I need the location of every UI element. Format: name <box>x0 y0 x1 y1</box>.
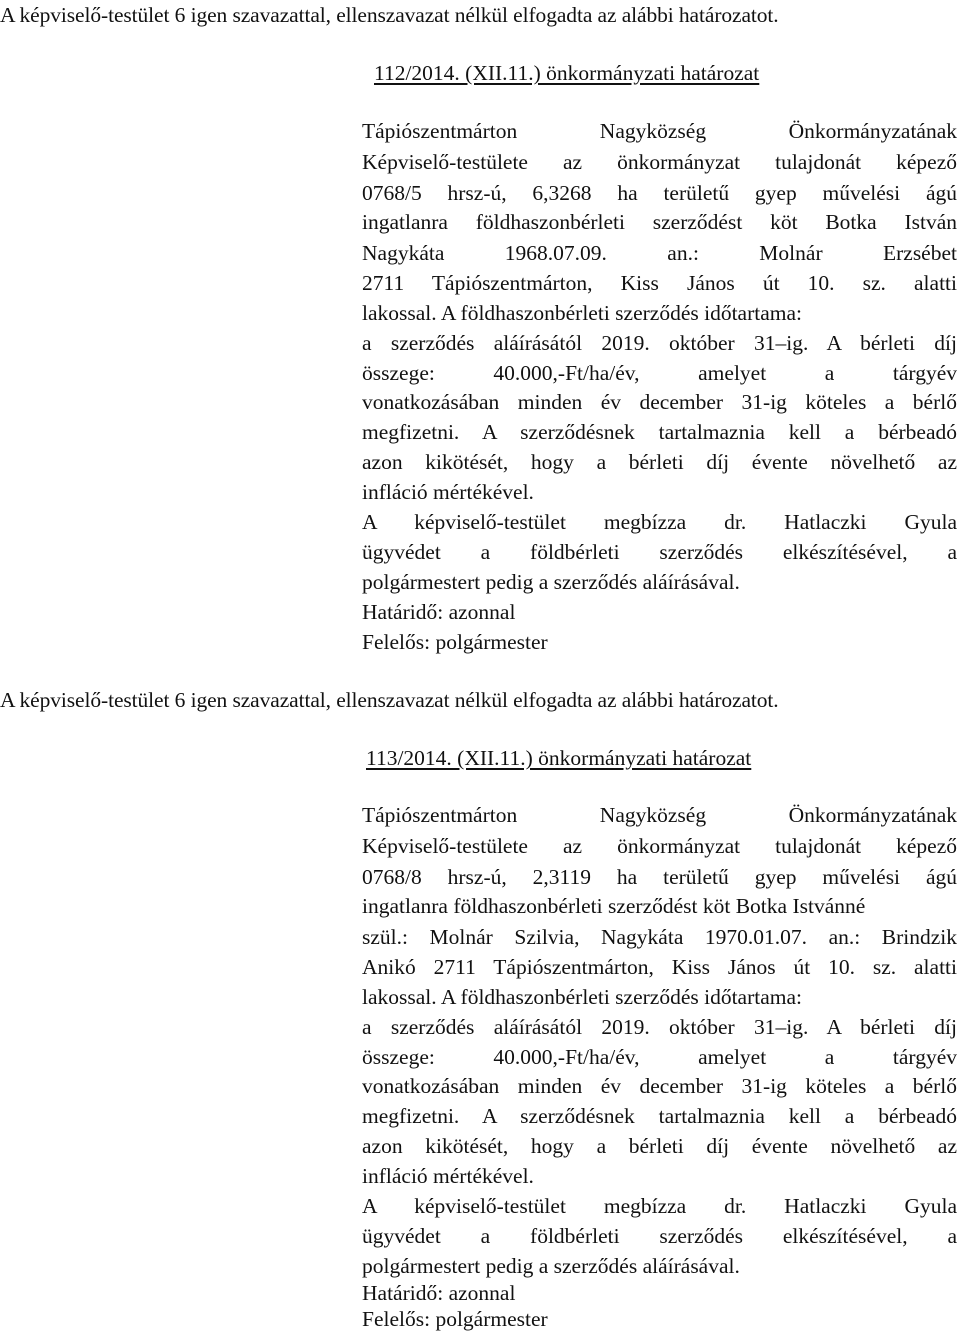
resolution-line: Képviselő-testülete az önkormányzat tulajdonát képező <box>362 834 957 858</box>
resolution-line: infláció mértékével. <box>362 1164 534 1188</box>
resolution-line: Anikó 2711 Tápiószentmárton, Kiss János út 10. sz. alatti <box>362 955 957 979</box>
resolution-line: A képviselő-testület megbízza dr. Hatlaczki Gyula <box>362 1194 957 1218</box>
resolution-line: ingatlanra földhaszonbérleti szerződést köt Botka Istvánné <box>362 894 866 918</box>
resolution-line: a szerződés aláírásától 2019. október 31–ig. A bérleti díj <box>362 331 957 355</box>
resolution-line: szül.: Molnár Szilvia, Nagykáta 1970.01.07. an.: Brindzik <box>362 925 957 949</box>
resolution-line: megfizetni. A szerződésnek tartalmaznia kell a bérbeadó <box>362 420 957 444</box>
resolution-line: a szerződés aláírásától 2019. október 31–ig. A bérleti díj <box>362 1015 957 1039</box>
resolution-line: 0768/5 hrsz-ú, 6,3268 ha területű gyep művelési ágú <box>362 181 957 205</box>
resolution-line: összege: 40.000,-Ft/ha/év, amelyet a tárgyév <box>362 361 957 385</box>
resolution-line: megfizetni. A szerződésnek tartalmaznia kell a bérbeadó <box>362 1104 957 1128</box>
resolution-line: 0768/8 hrsz-ú, 2,3119 ha területű gyep művelési ágú <box>362 865 957 889</box>
vote-statement: A képviselő-testület 6 igen szavazattal, ellenszavazat nélkül elfogadta az alábbi határozatot. <box>0 3 779 27</box>
resolution-line: Nagykáta 1968.07.09. an.: Molnár Erzsébet <box>362 241 957 265</box>
deadline-line: Határidő: azonnal <box>362 600 516 624</box>
resolution-title: 112/2014. (XII.11.) önkormányzati határozat <box>374 61 760 85</box>
resolution-line: A képviselő-testület megbízza dr. Hatlaczki Gyula <box>362 510 957 534</box>
resolution-line: vonatkozásában minden év december 31-ig köteles a bérlő <box>362 390 957 414</box>
resolution-line: 2711 Tápiószentmárton, Kiss János út 10. sz. alatti <box>362 271 957 295</box>
resolution-title: 113/2014. (XII.11.) önkormányzati határozat <box>366 746 752 770</box>
resolution-line: polgármestert pedig a szerződés aláírásával. <box>362 570 740 594</box>
responsible-line: Felelős: polgármester <box>362 630 548 654</box>
resolution-line: Képviselő-testülete az önkormányzat tulajdonát képező <box>362 150 957 174</box>
resolution-line: Tápiószentmárton Nagyközség Önkormányzatának <box>362 119 957 143</box>
responsible-line: Felelős: polgármester <box>362 1307 548 1331</box>
deadline-line: Határidő: azonnal <box>362 1281 516 1305</box>
resolution-line: összege: 40.000,-Ft/ha/év, amelyet a tárgyév <box>362 1045 957 1069</box>
resolution-line: azon kikötését, hogy a bérleti díj évente növelhető az <box>362 1134 957 1158</box>
vote-statement: A képviselő-testület 6 igen szavazattal, ellenszavazat nélkül elfogadta az alábbi határozatot. <box>0 688 779 712</box>
resolution-line: infláció mértékével. <box>362 480 534 504</box>
resolution-line: ingatlanra földhaszonbérleti szerződést köt Botka István <box>362 210 957 234</box>
resolution-line: azon kikötését, hogy a bérleti díj évente növelhető az <box>362 450 957 474</box>
resolution-line: lakossal. A földhaszonbérleti szerződés időtartama: <box>362 301 803 325</box>
resolution-line: ügyvédet a földbérleti szerződés elkészítésével, a <box>362 540 957 564</box>
resolution-line: lakossal. A földhaszonbérleti szerződés időtartama: <box>362 985 803 1009</box>
resolution-line: vonatkozásában minden év december 31-ig köteles a bérlő <box>362 1074 957 1098</box>
resolution-line: ügyvédet a földbérleti szerződés elkészítésével, a <box>362 1224 957 1248</box>
resolution-line: Tápiószentmárton Nagyközség Önkormányzatának <box>362 803 957 827</box>
resolution-line: polgármestert pedig a szerződés aláírásával. <box>362 1254 740 1278</box>
